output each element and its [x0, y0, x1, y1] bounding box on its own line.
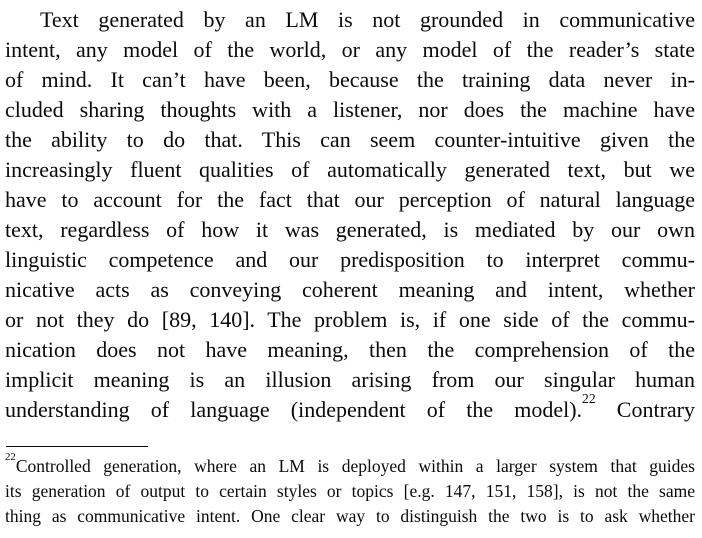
paragraph-line: or not they do [89, 140]. The problem is, if one side of the commu-	[5, 307, 695, 332]
paragraph-line: nication does not have meaning, then the comprehension of the	[5, 337, 695, 362]
body-paragraph	[5, 5, 695, 425]
paragraph-line: of mind. It can’t have been, because the training data never in-	[5, 67, 695, 92]
paragraph-line: have to account for the fact that our perception of natural language	[5, 187, 695, 212]
footnote-text: Controlled generation, where an LM is deployed within a larger system that guides	[15, 456, 695, 476]
paragraph-line: cluded sharing thoughts with a listener, nor does the machine have	[5, 97, 695, 122]
paragraph-line: increasingly fluent qualities of automatically generated text, but we	[5, 157, 695, 182]
footnote-line	[5, 451, 695, 479]
footnote-number: 22	[5, 451, 16, 464]
paragraph-line	[5, 390, 695, 425]
paragraph-line: linguistic competence and our predisposition to interpret commu-	[5, 247, 695, 272]
footnote-line: thing as communicative intent. One clear way to distinguish the two is to ask whether	[5, 506, 695, 526]
footnote-line: its generation of output to certain styles or topics [e.g. 147, 151, 158], is not the same	[5, 481, 695, 501]
paragraph-text: Contrary	[595, 397, 695, 422]
paragraph-line: text, regardless of how it was generated, is mediated by our own	[5, 217, 695, 242]
footnote-separator-rule	[6, 446, 148, 447]
paragraph-line: intent, any model of the world, or any model of the reader’s state	[5, 37, 695, 62]
footnote-block	[5, 451, 695, 529]
paragraph-line: Text generated by an LM is not grounded in communicative	[40, 7, 695, 32]
paragraph-line: the ability to do that. This can seem counter-intuitive given the	[5, 127, 695, 152]
footnote-reference-marker: 22	[582, 390, 596, 406]
paragraph-line: implicit meaning is an illusion arising from our singular human	[5, 367, 695, 392]
paragraph-line: nicative acts as conveying coherent meaning and intent, whether	[5, 277, 695, 302]
paragraph-text: understanding of language (independent of the model).	[5, 397, 583, 422]
